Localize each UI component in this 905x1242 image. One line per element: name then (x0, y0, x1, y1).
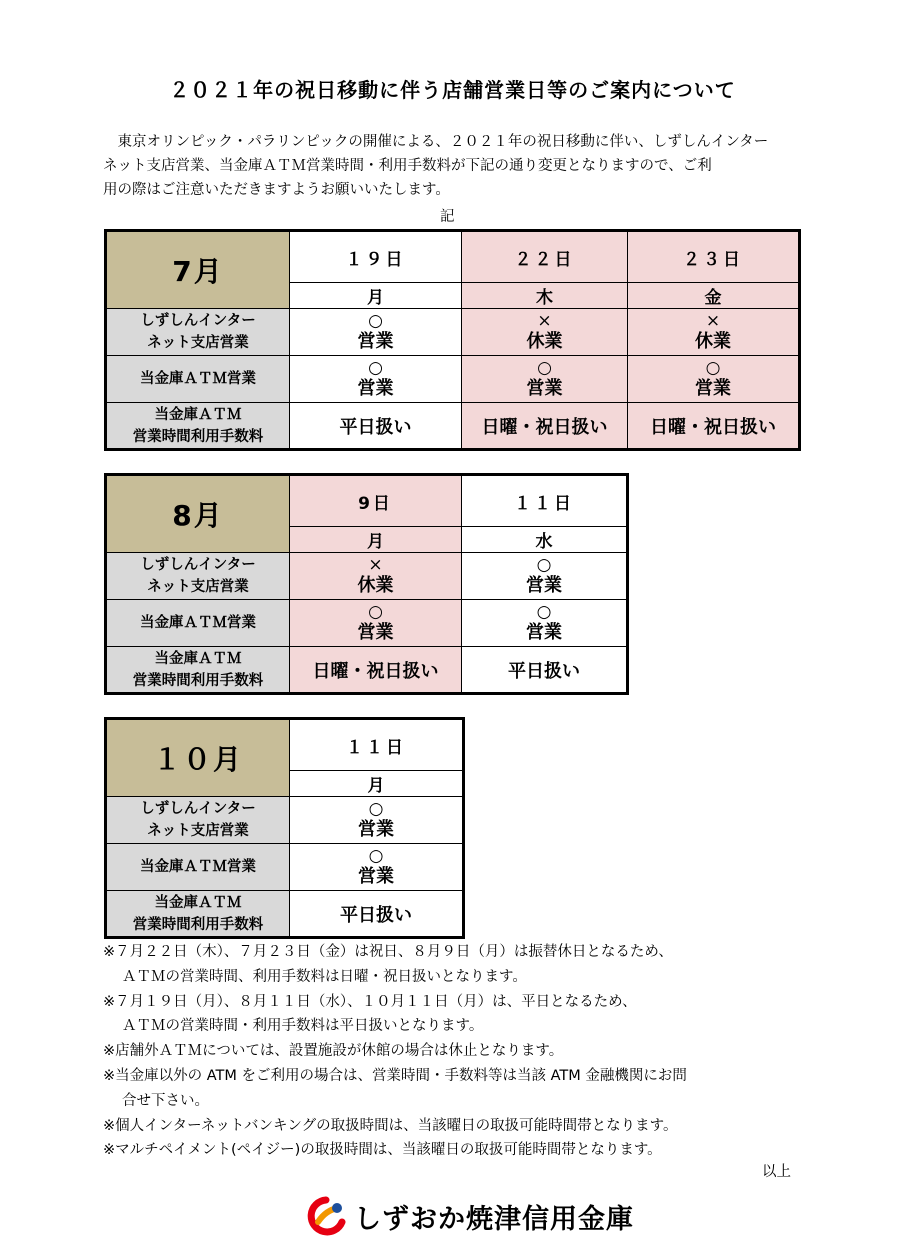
atm-fee-cell: 日曜・祝日扱い (628, 403, 800, 450)
note-line: ※店舗外ＡＴＭについては、設置施設が休館の場合は休止となります。 (103, 1043, 564, 1060)
label-line: ネット支店営業 (147, 579, 249, 595)
weekday-cell: 水 (462, 527, 628, 553)
note-line: ※７月２２日（木）、７月２３日（金）は祝日、８月９日（月）は振替休日となるため、 (103, 944, 673, 960)
intro-line: ネット支店営業、当金庫ＡＴＭ営業時間・利用手数料が下記の通り変更となりますので、ご利 (103, 158, 712, 174)
status-text: 営業 (357, 378, 394, 399)
internet-branch-label (106, 309, 290, 356)
status-mark: ○ (705, 358, 721, 378)
closing-text: 以上 (762, 1164, 791, 1180)
note-line: ※マルチペイメント(ペイジー)の取扱時間は、当該曜日の取扱可能時間帯となります。 (103, 1142, 662, 1159)
status-mark: ○ (368, 799, 384, 819)
status-text: 休業 (526, 331, 563, 352)
atm-status-cell (462, 600, 628, 647)
atm-status-cell (290, 600, 462, 647)
internet-status-cell (462, 309, 628, 356)
ki-mark: 記 (440, 209, 455, 225)
bank-logo-icon (304, 1196, 348, 1236)
status-text: 休業 (357, 575, 394, 596)
status-text: 営業 (526, 378, 563, 399)
status-text: 営業 (358, 819, 394, 840)
atm-fee-label (106, 891, 290, 938)
date-cell: 9日 (290, 475, 462, 527)
label-line: 営業時間利用手数料 (132, 428, 264, 445)
status-mark: × (705, 311, 721, 331)
internet-status-cell (290, 797, 464, 844)
status-mark: × (537, 311, 552, 331)
date-cell: １９日 (290, 231, 462, 283)
internet-branch-label (106, 797, 290, 844)
label-line: ネット支店営業 (147, 823, 249, 839)
month-label: 8月 (106, 475, 290, 553)
status-mark: ○ (368, 846, 384, 866)
august-schedule-table (104, 473, 629, 695)
note-line: ※当金庫以外の ATM をご利用の場合は、営業時間・手数料等は当該 ATM 金融機関にお問 (103, 1067, 687, 1084)
date-cell: ２３日 (628, 231, 800, 283)
intro-line: 用の際はご注意いただきますようお願いいたします。 (103, 182, 450, 198)
weekday-cell: 月 (290, 771, 464, 797)
atm-fee-label (106, 403, 290, 450)
label-line: しずしんインター (140, 801, 256, 817)
label-line: しずしんインター (140, 313, 256, 329)
note-line: ※７月１９日（月）、８月１１日（水）、１０月１１日（月）は、平日となるため、 (103, 993, 637, 1010)
label-line: 営業時間利用手数料 (132, 916, 264, 933)
status-mark: ○ (537, 358, 552, 378)
status-mark: ○ (368, 602, 383, 622)
status-mark: ○ (536, 555, 552, 575)
bank-name: しずおか焼津信用金庫 (354, 1204, 634, 1235)
atm-fee-cell: 平日扱い (290, 891, 464, 938)
bank-logo (304, 1194, 634, 1238)
atm-fee-cell: 日曜・祝日扱い (290, 647, 462, 694)
october-schedule-table (104, 717, 465, 939)
month-label: 7月 (106, 231, 290, 309)
date-cell: ２２日 (462, 231, 628, 283)
status-mark: ○ (368, 311, 383, 331)
weekday-cell: 金 (628, 283, 800, 309)
internet-status-cell (290, 553, 462, 600)
label-line: ネット支店営業 (147, 335, 249, 351)
atm-fee-cell: 日曜・祝日扱い (462, 403, 628, 450)
july-schedule-table (104, 229, 801, 451)
intro-paragraph (103, 130, 803, 202)
intro-line: 東京オリンピック・パラリンピックの開催による、２０２１年の祝日移動に伴い、しずしんインター (103, 134, 769, 150)
notes-list (103, 940, 808, 1163)
label-line: 営業時間利用手数料 (132, 672, 264, 689)
weekday-cell: 月 (290, 527, 462, 553)
note-line: 合せ下さい。 (122, 1092, 209, 1109)
label-line: 当金庫ＡＴＭ (154, 406, 242, 423)
status-mark: × (368, 555, 383, 575)
atm-label: 当金庫ＡＴＭ営業 (106, 844, 290, 891)
internet-status-cell (462, 553, 628, 600)
date-cell: １１日 (462, 475, 628, 527)
month-label: １０月 (106, 719, 290, 797)
date-cell: １１日 (290, 719, 464, 771)
status-text: 営業 (357, 331, 394, 352)
page-title: ２０２１年の祝日移動に伴う店舗営業日等のご案内について (169, 78, 736, 102)
weekday-cell: 月 (290, 283, 462, 309)
status-mark: ○ (368, 358, 383, 378)
status-text: 営業 (695, 378, 731, 399)
internet-branch-label (106, 553, 290, 600)
atm-status-cell (462, 356, 628, 403)
status-text: 営業 (526, 575, 562, 596)
note-line: ＡＴＭの営業時間・利用手数料は平日扱いとなります。 (122, 1018, 484, 1035)
label-line: 当金庫ＡＴＭ (154, 894, 242, 911)
status-mark: ○ (536, 602, 552, 622)
atm-fee-cell: 平日扱い (290, 403, 462, 450)
atm-status-cell (290, 356, 462, 403)
weekday-cell: 木 (462, 283, 628, 309)
atm-status-cell (628, 356, 800, 403)
atm-status-cell (290, 844, 464, 891)
label-line: しずしんインター (140, 557, 256, 573)
status-text: 営業 (526, 622, 562, 643)
status-text: 営業 (358, 866, 394, 887)
atm-fee-label (106, 647, 290, 694)
atm-fee-cell: 平日扱い (462, 647, 628, 694)
atm-label: 当金庫ＡＴＭ営業 (106, 356, 290, 403)
note-line: ＡＴＭの営業時間、利用手数料は日曜・祝日扱いとなります。 (122, 968, 527, 985)
label-line: 当金庫ＡＴＭ (154, 650, 242, 667)
atm-label: 当金庫ＡＴＭ営業 (106, 600, 290, 647)
status-text: 営業 (357, 622, 394, 643)
internet-status-cell (628, 309, 800, 356)
status-text: 休業 (695, 331, 731, 352)
note-line: ※個人インターネットバンキングの取扱時間は、当該曜日の取扱可能時間帯となります。 (103, 1117, 678, 1134)
internet-status-cell (290, 309, 462, 356)
